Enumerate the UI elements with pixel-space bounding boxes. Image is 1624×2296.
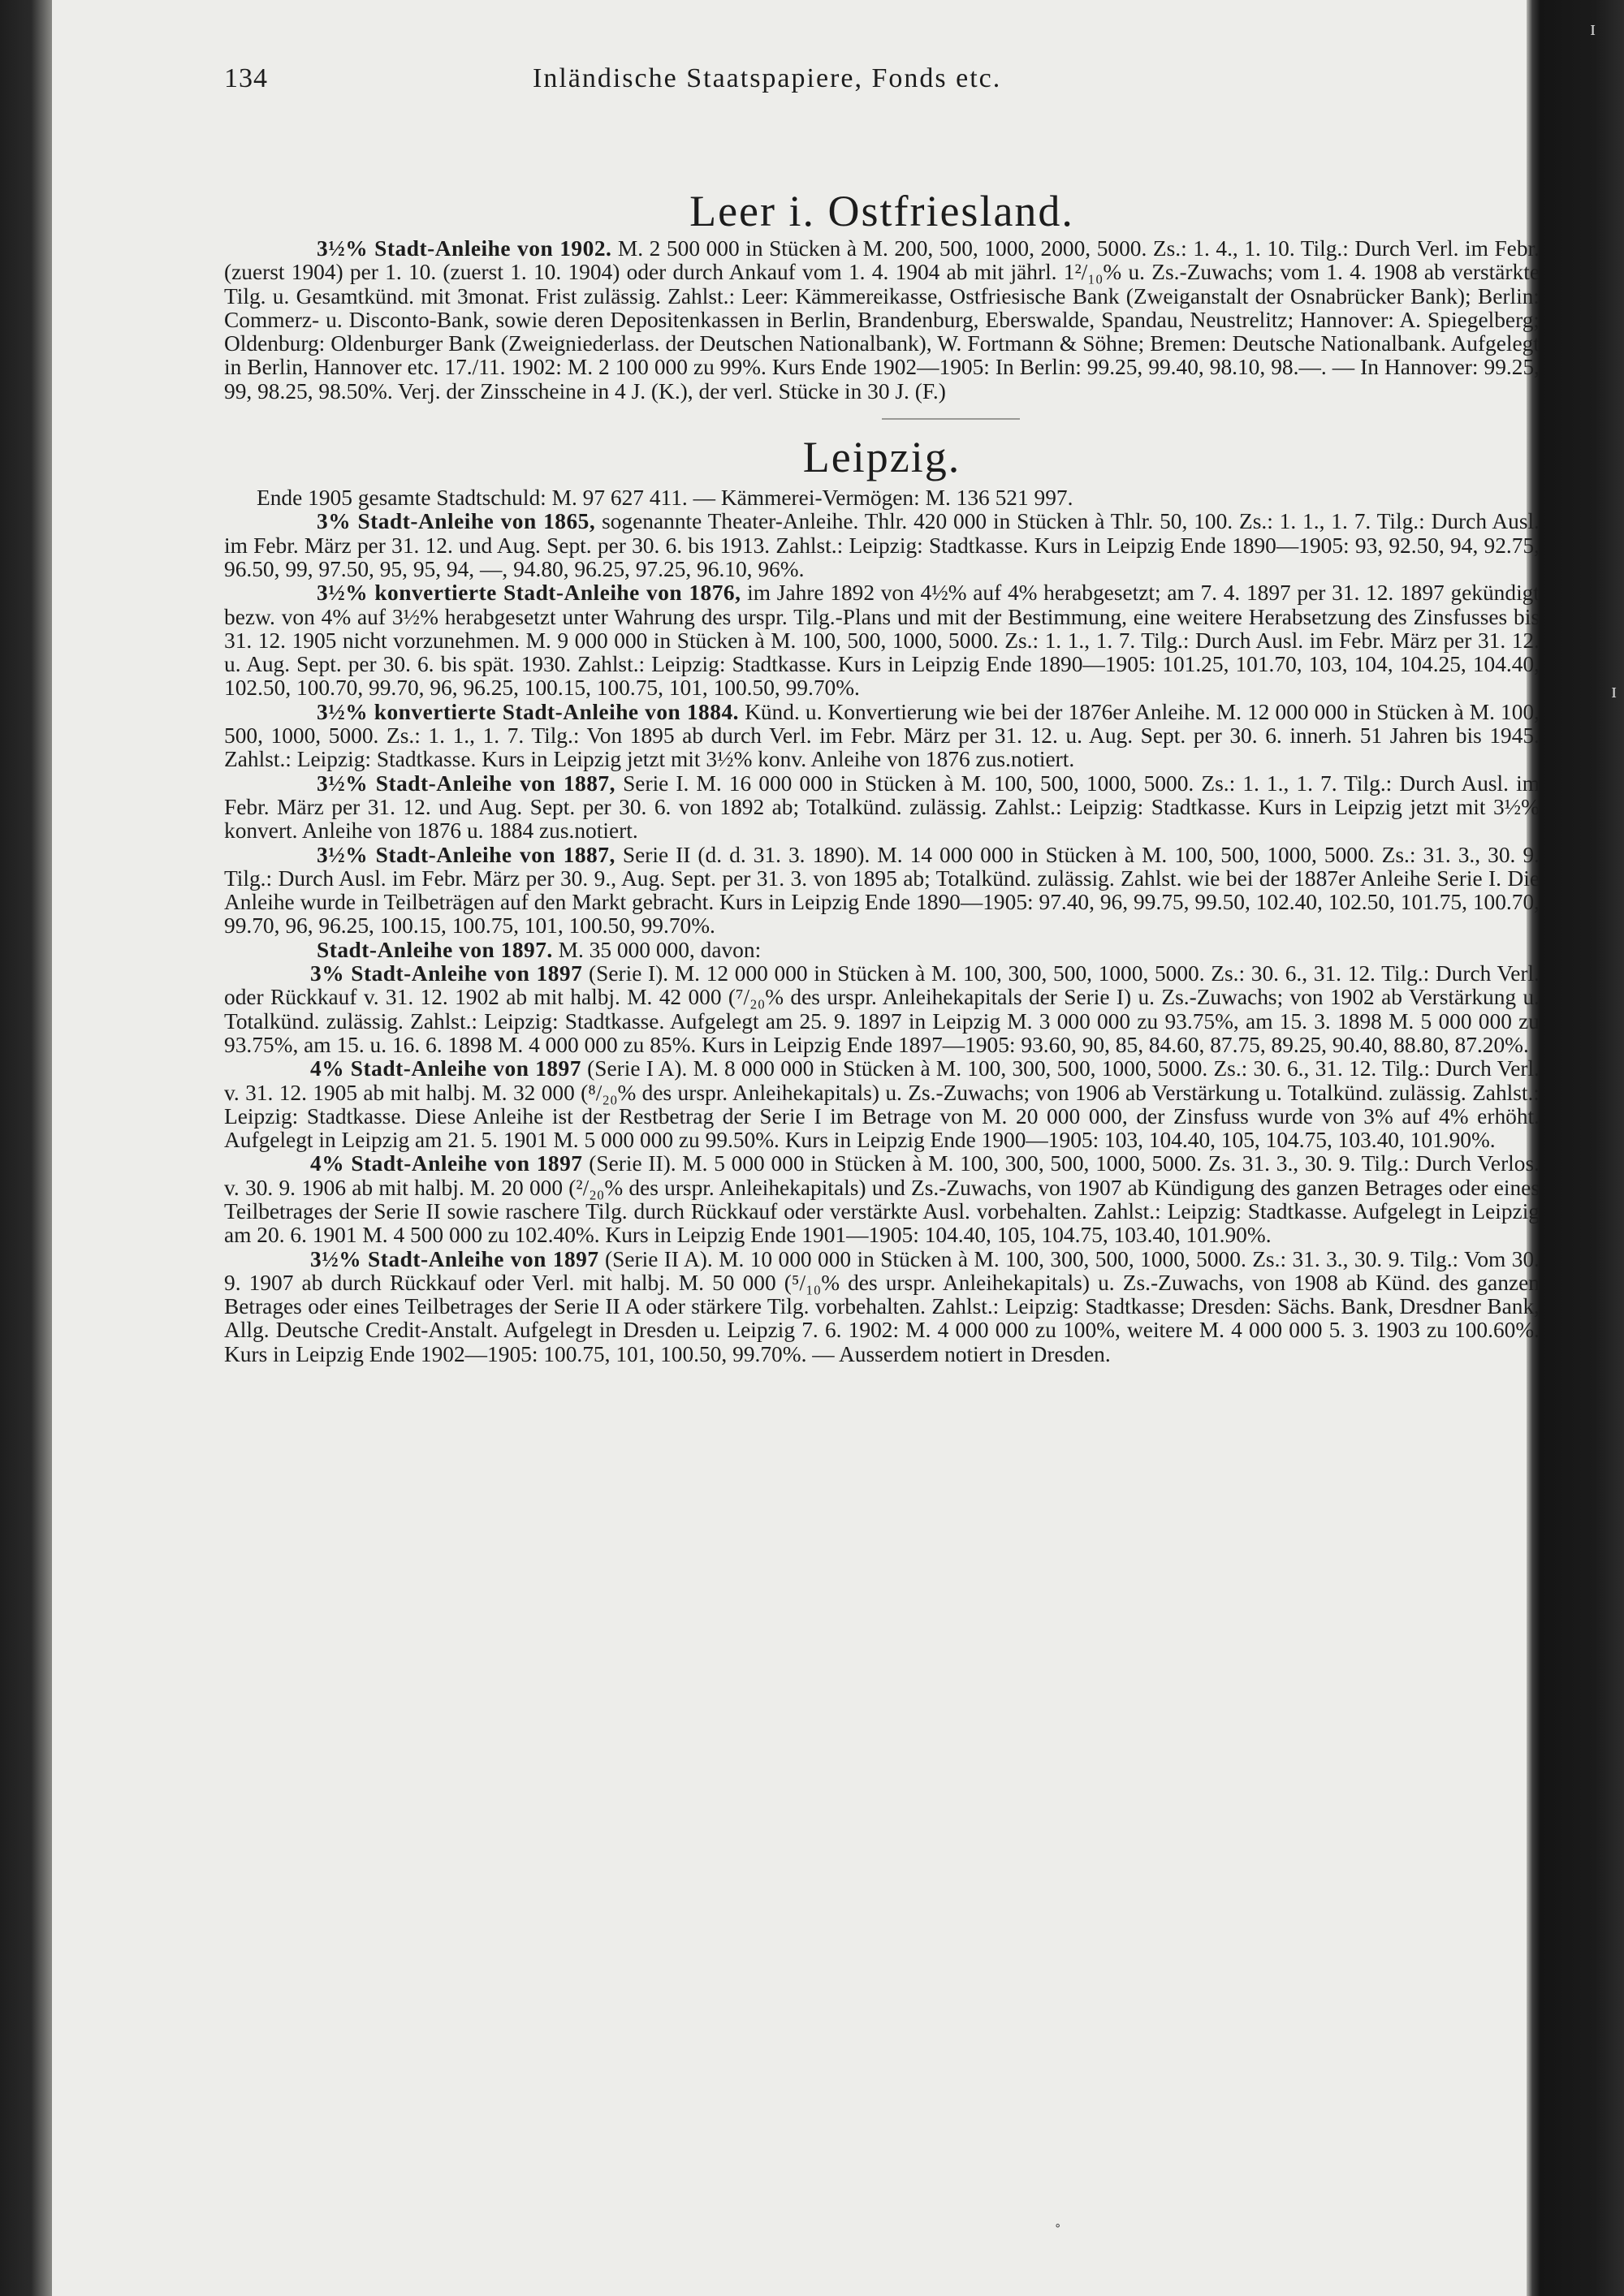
leipzig-entry-1876	[224, 581, 1540, 700]
gutter-mark: ɪ	[1611, 679, 1618, 702]
leipzig-entry-1865	[224, 510, 1540, 581]
entry-text: (Serie II A). M. 10 000 000 in Stücken à M. 100, 300, 500, 1000, 5000. Zs.: 31. 3., 30. 9. Tilg.: Vom 30. 9. 1907 ab durch Rückkauf oder Verl. mit halbj. M. 50 000 (⁵/₁₀% des urspr. Anleihekapitals) u. Zs.-Zuwachs, von 1908 ab Künd. des ganzen Betrages oder eines Teilbetrages der Serie II A oder stärkere Tilg. vorbehalten. Zahlst.: Leipzig: Stadtkasse; Dresden: Sächs. Bank, Dresdner Bank, Allg. Deutsche Credit-Anstalt. Aufgelegt in Dresden u. Leipzig 7. 6. 1902: M. 4 000 000 zu 100%, weitere M. 4 000 000 5. 3. 1903 zu 100.60%. Kurs in Leipzig Ende 1902—1905: 100.75, 101, 100.50, 99.70%. — Ausserdem notiert in Dresden.	[224, 1246, 1540, 1366]
book-page	[52, 0, 1540, 2296]
entry-text: Serie II (d. d. 31. 3. 1890). M. 14 000 000 in Stücken à M. 100, 500, 1000, 5000. Zs.: 31. 3., 30. 9. Tilg.: Durch Ausl. im Febr. März per 30. 9., Aug. Sept. per 31. 3. von 1895 ab; Totalkünd. zulässig. Zahlst. wie bei der 1887er Anleihe Serie I. Die Anleihe wurde in Teilbeträgen auf den Markt gebracht. Kurs in Leipzig Ende 1890—1905: 97.40, 96, 99.75, 99.50, 102.40, 102.50, 101.75, 100.70, 99.70, 96, 96.25, 100.15, 100.75, 101, 100.50, 99.70%.	[224, 842, 1540, 939]
group-text: M. 35 000 000, davon:	[558, 937, 762, 962]
entry-title: 4% Stadt-Anleihe von 1897	[310, 1056, 581, 1081]
entry-title: 3½% Stadt-Anleihe von 1902.	[317, 236, 612, 261]
section-divider	[882, 418, 1020, 420]
entry-title: 3½% Stadt-Anleihe von 1887,	[317, 770, 615, 796]
entry-text: M. 2 500 000 in Stücken à M. 200, 500, 1000, 2000, 5000. Zs.: 1. 4., 1. 10. Tilg.: Durch Verl. im Febr. (zuerst 1904) per 1. 10. (zuerst 1. 10. 1904) oder durch Ankauf vom 1. 4. 1904 ab mit jährl. 1²/₁₀% u. Zs.-Zuwachs; vom 1. 4. 1908 ab verstärkte Tilg. u. Gesamtkünd. mit 3monat. Frist zulässig. Zahlst.: Leer: Kämmereikasse, Ostfriesische Bank (Zweiganstalt der Osnabrücker Bank); Berlin: Commerz- u. Disconto-Bank, sowie deren Depositenkassen in Berlin, Brandenburg, Eberswalde, Spandau, Neustrelitz; Hannover: A. Spiegelberg; Oldenburg: Oldenburger Bank (Zweigniederlass. der Deutschen Nationalbank), W. Fortmann & Söhne; Bremen: Deutsche Nationalbank. Aufgelegt in Berlin, Hannover etc. 17./11. 1902: M. 2 100 000 zu 99%. Kurs Ende 1902—1905: In Berlin: 99.25, 99.40, 98.10, 98.—. — In Hannover: 99.25, 99, 98.25, 98.50%. Verj. der Zinsscheine in 4 J. (K.), der verl. Stücke in 30 J. (F.)	[224, 236, 1540, 404]
leer-entry-1902	[224, 237, 1540, 404]
scan-right-gutter	[1527, 0, 1624, 2296]
scan-left-edge	[0, 0, 52, 2296]
leipzig-entry-1884	[224, 701, 1540, 772]
entry-text: (Serie I A). M. 8 000 000 in Stücken à M. 100, 300, 500, 1000, 5000. Zs.: 30. 6., 31. 12. Tilg.: Durch Verl. v. 31. 12. 1905 ab mit halbj. M. 32 000 (⁸/₂₀% des urspr. Anleihekapitals) u. Zs.-Zuwachs; von 1906 ab Verstärkung u. Totalkünd. zulässig. Zahlst.: Leipzig: Stadtkasse. Diese Anleihe ist der Restbetrag der Serie I im Betrage von M. 20 000 000, der Zinsfuss wurde von 3% auf 4% erhöht. Aufgelegt in Leipzig am 21. 5. 1901 M. 5 000 000 zu 99.50%. Kurs in Leipzig Ende 1900—1905: 103, 104.40, 105, 104.75, 103.40, 101.90%.	[224, 1056, 1540, 1153]
entry-text: Künd. u. Konvertierung wie bei der 1876er Anleihe. M. 12 000 000 in Stücken à M. 100, 500, 1000, 5000. Zs.: 1. 1., 1. 7. Tilg.: Von 1895 ab durch Verl. im Febr. März per 31. 12. u. Aug. Sept. per 30. 6. innerh. 51 Jahren bis 1945. Zahlst.: Leipzig: Stadtkasse. Kurs in Leipzig jetzt mit 3½% konv. Anleihe von 1876 zus.notiert.	[224, 699, 1540, 772]
entry-text: im Jahre 1892 von 4½% auf 4% herabgesetzt; am 7. 4. 1897 per 31. 12. 1897 gekündigt bezw. von 4% auf 3½% herabgesetzt unter Wahrung des urspr. Tilg.-Plans und mit der Bestimmung, eine weitere Herabsetzung des Zinsfusses bis 31. 12. 1905 nicht vorzunehmen. M. 9 000 000 in Stücken à M. 100, 500, 1000, 5000. Zs.: 1. 1., 1. 7. Tilg.: Durch Ausl. im Febr. März per 31. 12. u. Aug. Sept. per 30. 6. bis spät. 1930. Zahlst.: Leipzig: Stadtkasse. Kurs in Leipzig Ende 1890—1905: 101.25, 101.70, 103, 104, 104.25, 104.40, 102.50, 100.70, 99.70, 96, 96.25, 100.15, 100.75, 101, 100.50, 99.70%.	[224, 580, 1540, 701]
leipzig-debt-line: Ende 1905 gesamte Stadtschuld: M. 97 627 411. — Kämmerei-Vermögen: M. 136 521 997.	[257, 486, 1073, 511]
entry-text: Serie I. M. 16 000 000 in Stücken à M. 100, 500, 1000, 5000. Zs.: 1. 1., 1. 7. Tilg.: Durch Ausl. im Febr. März per 31. 12. und Aug. Sept. per 30. 6. von 1892 ab; Totalkünd. zulässig. Zahlst.: Leipzig: Stadtkasse. Kurs in Leipzig jetzt mit 3½% konvert. Anleihe von 1876 u. 1884 zus.notiert.	[224, 770, 1540, 844]
entry-text: (Serie I). M. 12 000 000 in Stücken à M. 100, 300, 500, 1000, 5000. Zs.: 30. 6., 31. 12. Tilg.: Durch Verl. oder Rückkauf v. 31. 12. 1902 ab mit halbj. M. 42 000 (⁷/₂₀% des urspr. Anleihekapitals der Serie I) u. Zs.-Zuwachs; von 1902 ab Verstärkung u. Totalkünd. zulässig. Zahlst.: Leipzig: Stadtkasse. Aufgelegt am 25. 9. 1897 in Leipzig M. 3 000 000 zu 93.75%, am 15. 3. 1898 M. 5 000 000 zu 93.75%, am 15. u. 16. 6. 1898 M. 4 000 000 zu 85%. Kurs in Leipzig Ende 1897—1905: 93.60, 90, 85, 84.60, 87.75, 89.25, 90.40, 88.80, 87.20%.	[224, 961, 1540, 1057]
entry-title: 3½% konvertierte Stadt-Anleihe von 1876,	[317, 580, 741, 606]
entry-title: 3½% Stadt-Anleihe von 1887,	[317, 842, 615, 867]
page-content	[224, 52, 1540, 1366]
leipzig-entry-1887-serie-1	[224, 772, 1540, 844]
leipzig-entry-1887-serie-2	[224, 844, 1540, 939]
entry-title: 3½% konvertierte Stadt-Anleihe von 1884.	[317, 699, 739, 724]
entry-title: 3% Stadt-Anleihe von 1865,	[317, 509, 596, 534]
running-head	[224, 52, 1540, 101]
entry-text: sogenannte Theater-Anleihe. Thlr. 420 000 in Stücken à Thlr. 50, 100. Zs.: 1. 1., 1. 7. Tilg.: Durch Ausl. im Febr. März per 31. 12. und Aug. Sept. per 30. 6. bis 1913. Zahlst.: Leipzig: Stadtkasse. Kurs in Leipzig Ende 1890—1905: 93, 92.50, 94, 92.75, 96.50, 99, 97.50, 95, 95, 94, —, 94.80, 96.25, 97.25, 96.10, 96%.	[224, 509, 1540, 581]
leipzig-1897-serie-1	[224, 962, 1540, 1057]
entry-title: 4% Stadt-Anleihe von 1897	[310, 1151, 583, 1176]
entry-text: (Serie II). M. 5 000 000 in Stücken à M. 100, 300, 500, 1000, 5000. Zs. 31. 3., 30. 9. Tilg.: Durch Verlos. v. 30. 9. 1906 ab mit halbj. M. 20 000 (²/₂₀% des urspr. Anleihekapitals) und Zs.-Zuwachs, von 1907 ab Kündigung des ganzen Betrages oder eines Teilbetrages der Serie II sowie raschere Tilg. durch Rückkauf oder verstärkte Ausl. vorbehalten. Zahlst.: Leipzig: Stadtkasse. Aufgelegt in Leipzig am 20. 6. 1901 M. 4 500 000 zu 102.40%. Kurs in Leipzig Ende 1901—1905: 104.40, 105, 104.75, 103.40, 101.90%.	[224, 1151, 1540, 1248]
leipzig-1897-serie-2	[224, 1152, 1540, 1247]
entry-title: 3% Stadt-Anleihe von 1897	[310, 961, 583, 986]
section-heading-leer: Leer i. Ostfriesland.	[689, 187, 1074, 235]
entry-title: 3½% Stadt-Anleihe von 1897	[310, 1246, 599, 1271]
running-title: Inländische Staatspapiere, Fonds etc.	[533, 63, 1002, 93]
leipzig-group-1897	[224, 939, 1540, 962]
leipzig-1897-serie-2a	[224, 1248, 1540, 1366]
group-title: Stadt-Anleihe von 1897.	[317, 937, 553, 962]
section-heading-leipzig: Leipzig.	[802, 433, 961, 482]
page-number: 134	[224, 63, 268, 93]
print-speck: ˚	[1055, 2220, 1061, 2241]
gutter-mark: ɪ	[1590, 16, 1596, 40]
leipzig-1897-serie-1a	[224, 1057, 1540, 1152]
